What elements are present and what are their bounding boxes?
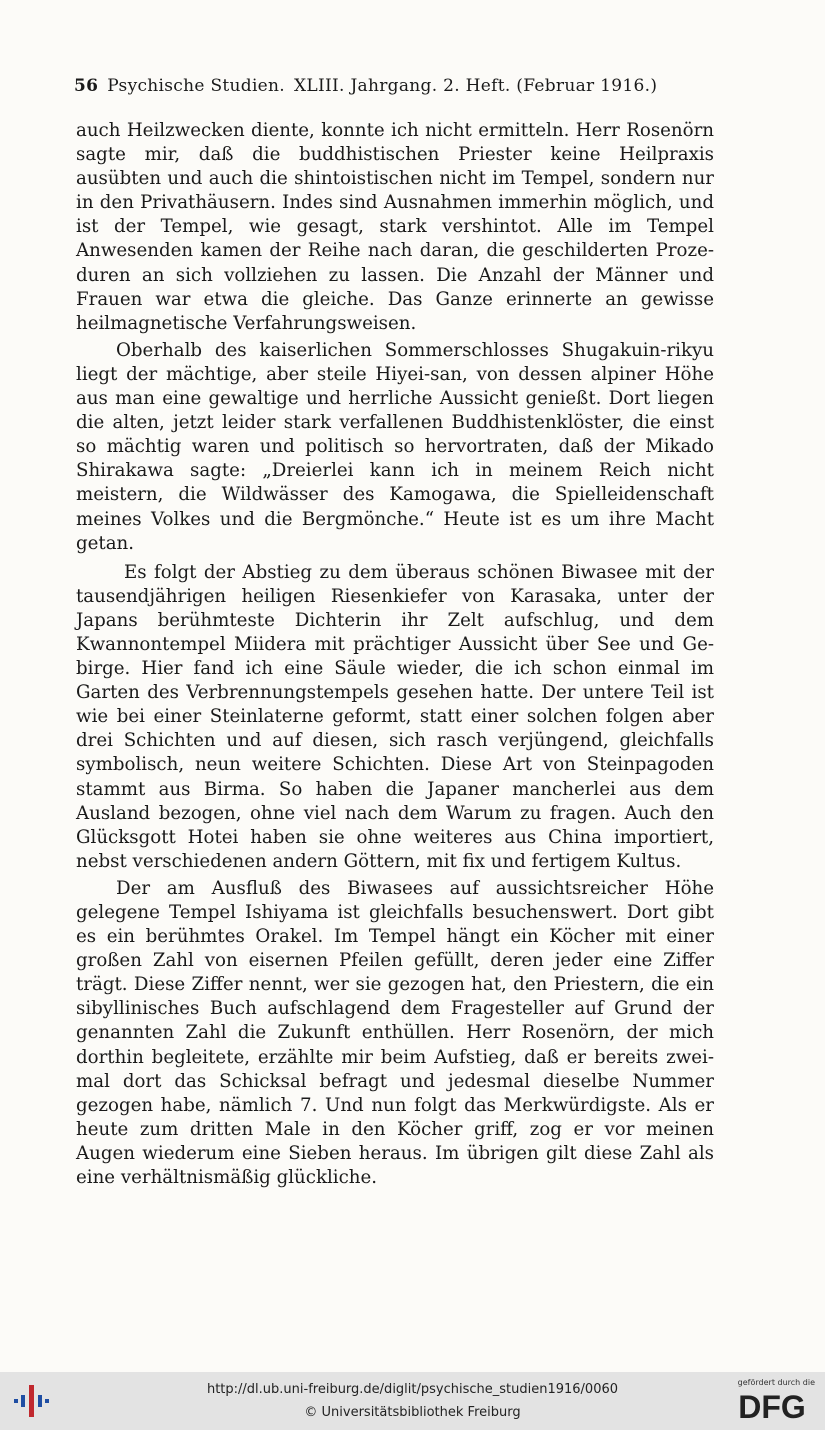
dfg-logo-icon[interactable] [729,1389,815,1423]
copyright-notice: © Universitätsbibliothek Freiburg [304,1405,521,1420]
page-number: 56 [74,76,99,96]
dfg-logo-text: DFG [738,1389,806,1423]
sponsor-note: gefördert durch die [737,1378,815,1387]
paragraph-2: Oberhalb des kaiserlichen Sommerschlosses Shugakuin-rikyu liegt der mächtige, aber steile Hiyei-san, von dessen alpiner Höhe aus man eine gewaltige und herrliche Aussicht genießt. Dort liegen die alten, jetzt leider stark verfallenen Buddhistenklöster, die einst so mächtig waren und politisch so hervortraten, daß der Mikado Shirakawa sagte: „Dreierlei kann ich in meinem Reich nicht meistern, die Wildwässer des Kamogawa, die Spielleidenschaft meines Volkes und die Bergmönche.“ Heute ist es um ihre Macht getan. [76,339,714,554]
running-header [74,76,719,96]
viewer-footer [0,1372,825,1430]
paragraph-1: auch Heilzwecken diente, konnte ich nicht ermitteln. Herr Rosenörn sagte mir, daß die buddhistischen Priester keine Heilpraxis ausübten und auch die shintoistischen nicht im Tempel, sondern nur in den Privathäusern. Indes sind Ausnahmen immerhin möglich, und ist der Tempel, wie gesagt, stark vershintot. Alle im Tempel Anwesenden kamen der Reihe nach daran, die geschilderten Prozeduren an sich vollziehen zu lassen. Die Anzahl der Männer und Frauen war etwa die gleiche. Das Ganze erinnerte an gewisse heilmagnetische Verfahrungsweisen. [76,120,714,334]
page-body [76,119,714,1190]
paragraph-4: Der am Ausfluß des Biwasees auf aussichtsreicher Höhe gelegene Tempel Ishiyama ist gleichfalls besuchenswert. Dort gibt es ein berühmtes Orakel. Im Tempel hängt ein Köcher mit einer großen Zahl von eisernen Pfeilen gefüllt, deren jeder eine Ziffer trägt. Diese Ziffer nennt, wer sie gezogen hat, den Priestern, die ein sibyllinisches Buch aufschlagend dem Fragesteller auf Grund der genannten Zahl die Zukunft enthüllen. Herr Rosenörn, der mich dorthin begleitete, erzählte mir beim Aufstieg, daß er bereits zweimal dort das Schicksal befragt und jedesmal dieselbe Nummer gezogen habe, nämlich 7. Und nun folgt das Merkwürdigste. Als er heute zum dritten Male in den Köcher griff, zog er vor meinen Augen wiederum eine Sieben heraus. Im übrigen gilt diese Zahl als eine verhältnismäßig glückliche. [76,877,714,1189]
volume-info: XLIII. Jahrgang. 2. Heft. (Februar 1916.) [294,76,658,96]
journal-title: Psychische Studien. [107,76,285,96]
page-url-link[interactable]: http://dl.ub.uni-freiburg.de/diglit/psychische_studien1916/0060 [206,1382,619,1397]
paragraph-3: Es folgt der Abstieg zu dem überaus schönen Biwasee mit der tausendjährigen heiligen Riesenkiefer von Karasaka, unter der Japans berühmteste Dichterin ihr Zelt aufschlug, und dem Kwannontempel Miidera mit prächtiger Aussicht über See und Gebirge. Hier fand ich eine Säule wieder, die ich schon einmal im Garten des Verbrennungstempels gesehen hatte. Der untere Teil ist wie bei einer Steinlaterne geformt, statt einer solchen folgen aber drei Schichten und auf diesen, sich rasch verjüngend, gleichfalls symbolisch, neun weitere Schichten. Diese Art von Steinpagoden stammt aus Birma. So haben die Japaner mancherlei aus dem Ausland bezogen, ohne viel nach dem Warum zu fragen. Auch den Glücksgott Hotei haben sie ohne weiteres aus China importiert, nebst verschiedenen andern Göttern, mit fix und fertigem Kultus. [76,561,714,872]
